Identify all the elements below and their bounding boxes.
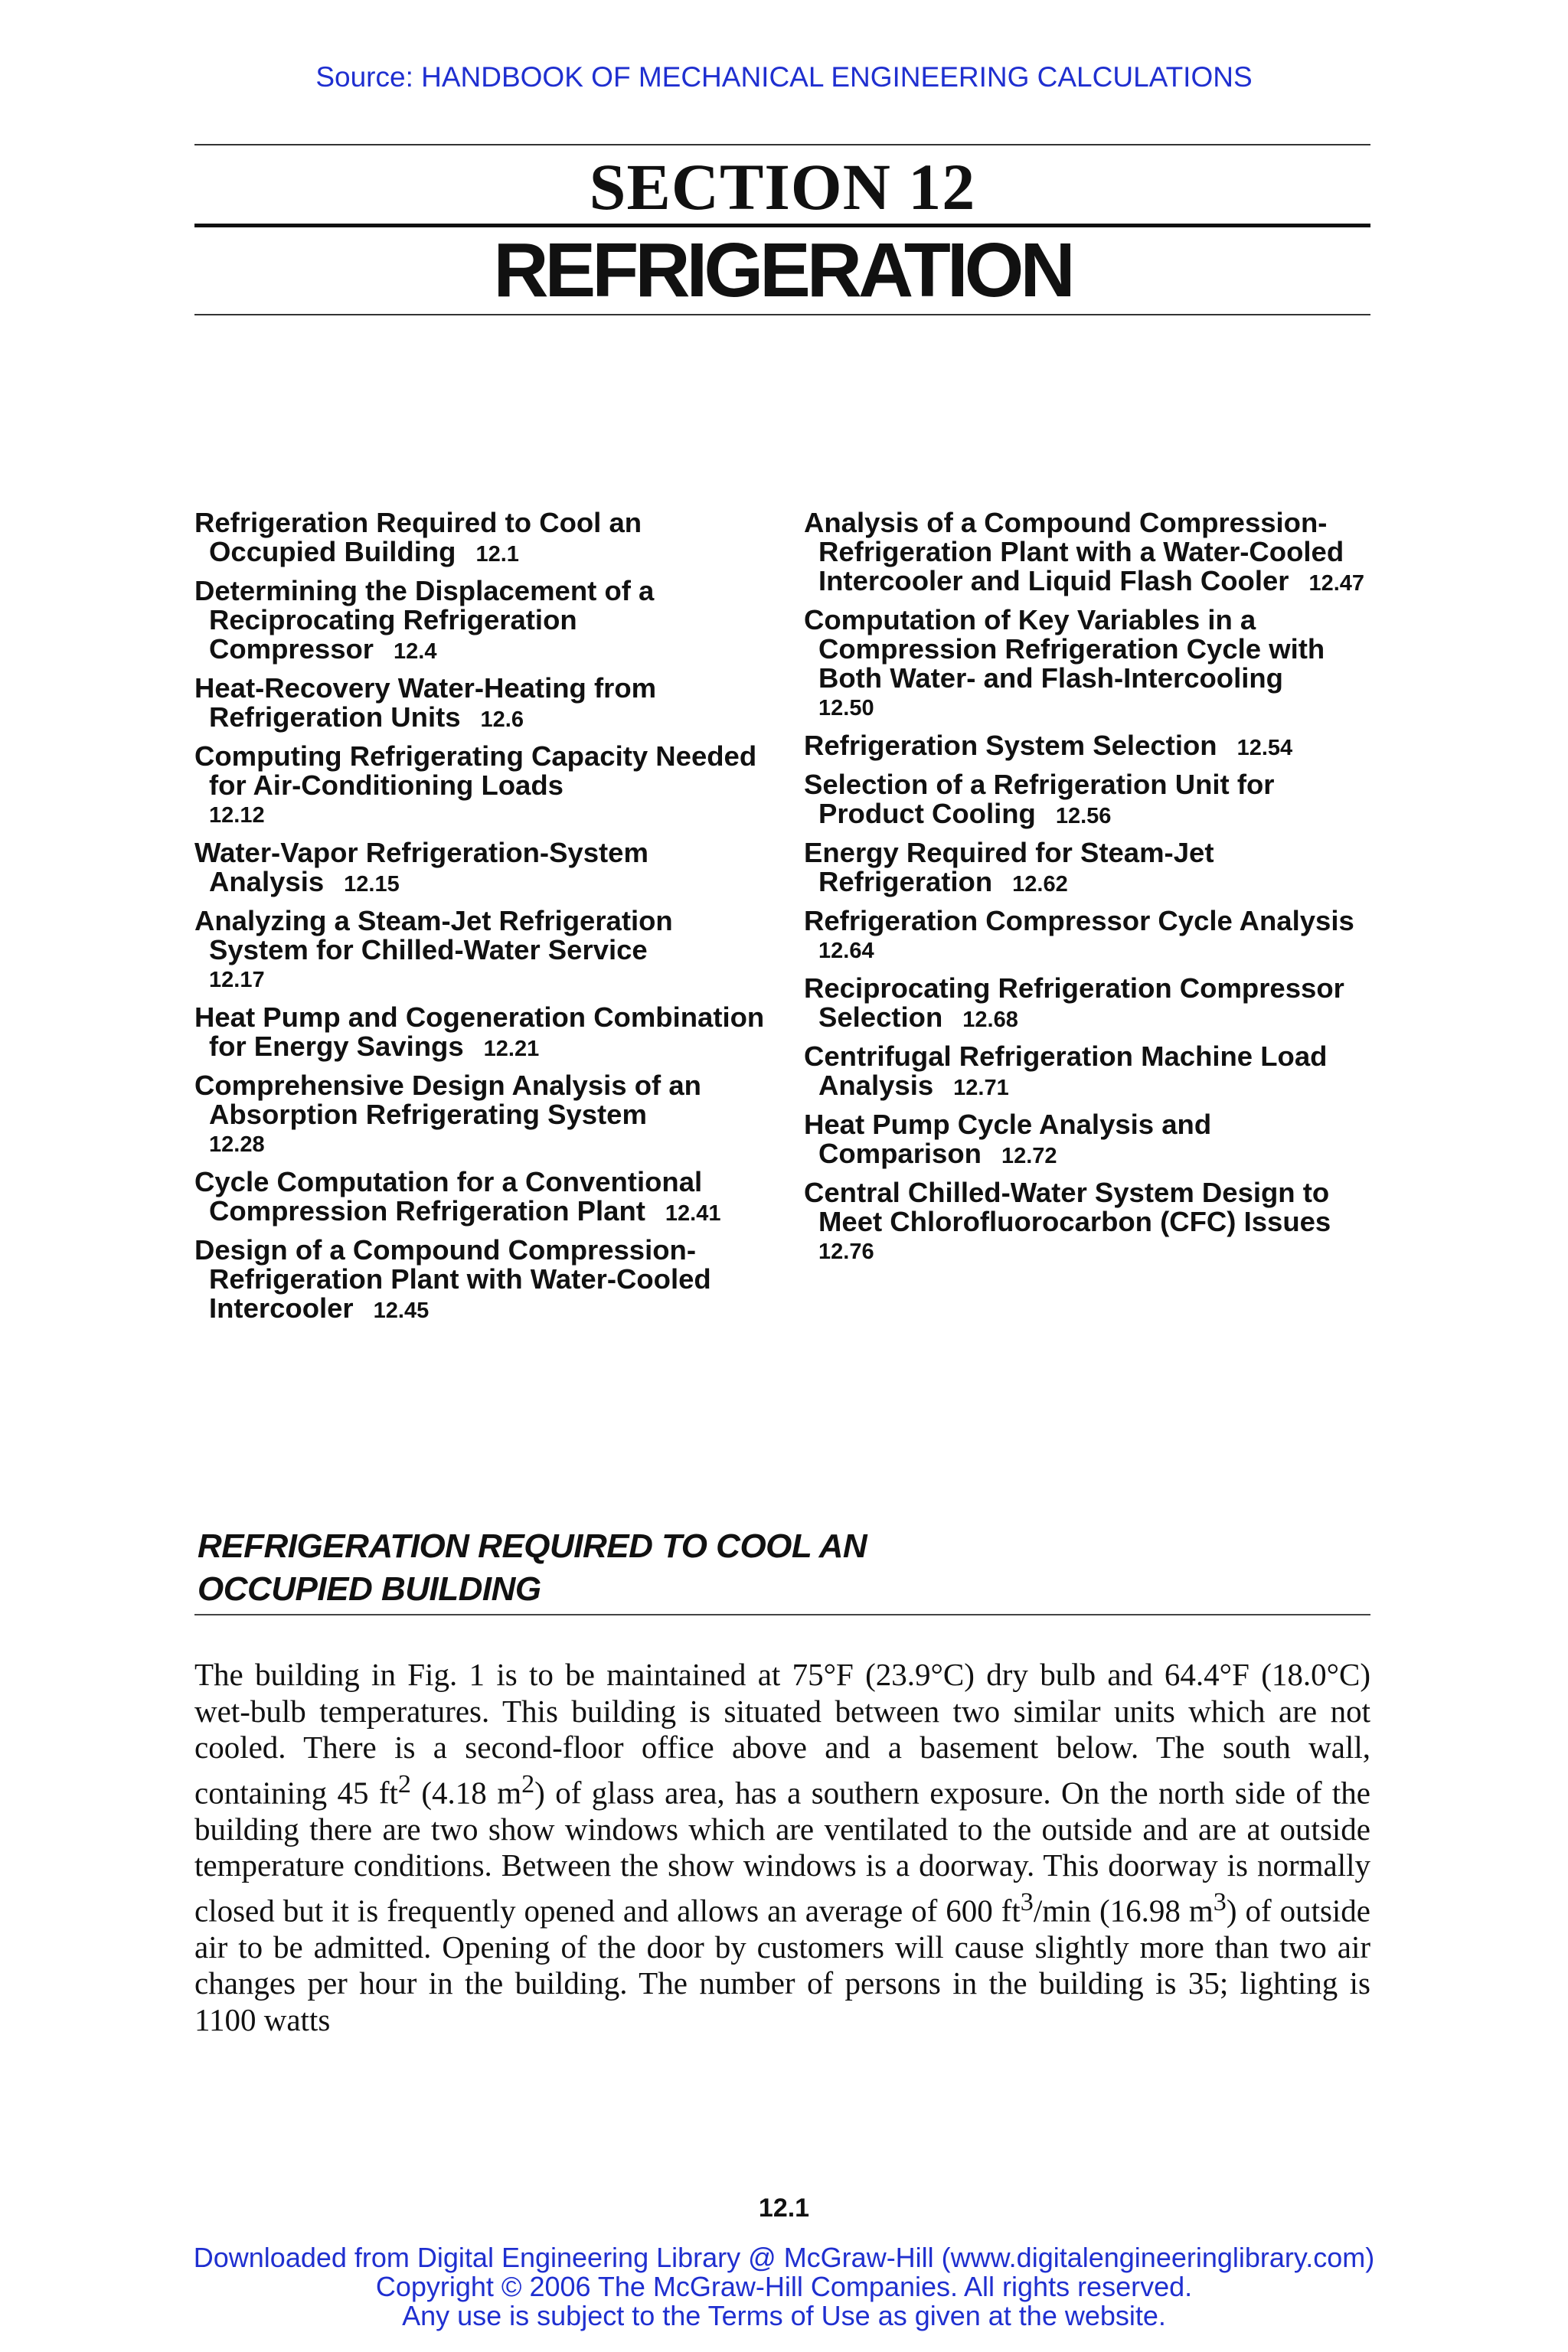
article-heading-line-1: REFRIGERATION REQUIRED TO COOL AN xyxy=(198,1527,867,1565)
footer-download-link[interactable]: Downloaded from Digital Engineering Library @ McGraw-Hill (www.digitalengineeringlibrary.com) xyxy=(193,2242,1375,2273)
toc-entry[interactable] xyxy=(804,838,1386,899)
toc-entry-title: Heat-Recovery Water-Heating from Refrigeration Units xyxy=(194,672,657,733)
toc-entry-page: 12.54 xyxy=(1236,736,1293,760)
toc-entry-title: Reciprocating Refrigeration Compressor Selection xyxy=(804,972,1344,1033)
toc-entry[interactable] xyxy=(804,606,1386,724)
title-rule-bottom xyxy=(194,314,1370,315)
toc-entry-title: Computing Refrigerating Capacity Needed for Air-Conditioning Loads xyxy=(194,740,757,801)
toc-entry[interactable] xyxy=(804,770,1386,831)
toc-entry-page: 12.17 xyxy=(209,968,265,992)
toc-entry[interactable] xyxy=(804,1110,1386,1171)
toc-entry[interactable] xyxy=(194,1168,776,1228)
article-heading xyxy=(198,1525,1369,1611)
superscript: 2 xyxy=(397,1769,411,1798)
toc-entry-page: 12.56 xyxy=(1055,804,1112,828)
toc-left-column xyxy=(194,508,776,1333)
toc-entry[interactable] xyxy=(194,508,776,569)
toc-entry-page: 12.6 xyxy=(480,707,524,732)
toc-entry-page: 12.47 xyxy=(1308,571,1365,596)
superscript: 2 xyxy=(521,1769,535,1798)
toc-entry-title: Central Chilled-Water System Design to Meet Chlorofluorocarbon (CFC) Issues xyxy=(804,1177,1331,1237)
source-line: Source: HANDBOOK OF MECHANICAL ENGINEERING CALCULATIONS xyxy=(315,61,1253,93)
toc-entry-title: Computation of Key Variables in a Compression Refrigeration Cycle with Both Water- and Flash-Intercooling xyxy=(804,604,1325,694)
toc-entry-title: Water-Vapor Refrigeration-System Analysis xyxy=(194,837,648,897)
toc-entry-page: 12.76 xyxy=(818,1240,874,1264)
toc-entry-title: Refrigeration System Selection xyxy=(804,730,1217,761)
toc-entry[interactable] xyxy=(804,1042,1386,1102)
toc-entry-page: 12.12 xyxy=(209,803,265,828)
toc-entry-title: Analysis of a Compound Compression-Refrigeration Plant with a Water-Cooled Intercooler and Liquid Flash Cooler xyxy=(804,507,1344,596)
toc-entry[interactable] xyxy=(804,731,1386,763)
section-number: SECTION 12 xyxy=(589,150,976,224)
toc-entry-title: Analyzing a Steam-Jet Refrigeration System for Chilled-Water Service xyxy=(194,905,673,965)
toc-entry[interactable] xyxy=(194,1236,776,1325)
toc-right-column xyxy=(804,508,1386,1275)
toc-entry-title: Refrigeration Required to Cool an Occupied Building xyxy=(194,507,642,567)
toc-entry-title: Determining the Displacement of a Reciprocating Refrigeration Compressor xyxy=(194,575,655,665)
toc-entry-page: 12.41 xyxy=(665,1201,721,1226)
toc-entry-title: Energy Required for Steam-Jet Refrigeration xyxy=(804,837,1214,897)
toc-entry-page: 12.15 xyxy=(344,872,400,897)
toc-entry-page: 12.50 xyxy=(818,696,874,720)
toc-entry-title: Refrigeration Compressor Cycle Analysis xyxy=(804,905,1354,936)
toc-entry[interactable] xyxy=(194,906,776,995)
body-text-run: ) of outside air to be admitted. Opening of the door by customers will cause slightly more than two air changes per hour in the building. The number of persons in the building is 35; lighting is 1100 watts xyxy=(194,1893,1371,2037)
toc-entry[interactable] xyxy=(804,974,1386,1034)
body-text-run: (4.18 m xyxy=(411,1775,522,1811)
toc-entry-page: 12.68 xyxy=(962,1008,1018,1032)
section-title: REFRIGERATION xyxy=(493,227,1072,313)
toc-entry[interactable] xyxy=(194,1071,776,1160)
toc-entry-page: 12.21 xyxy=(483,1037,540,1061)
toc-entry[interactable] xyxy=(804,906,1386,966)
toc-entry-title: Cycle Computation for a Conventional Compression Refrigeration Plant xyxy=(194,1166,703,1227)
toc-entry-page: 12.62 xyxy=(1012,872,1068,897)
toc-entry[interactable] xyxy=(804,1178,1386,1267)
toc-entry[interactable] xyxy=(804,508,1386,598)
heading-rule xyxy=(194,1614,1370,1615)
toc-entry-page: 12.72 xyxy=(1001,1144,1057,1168)
toc-entry-title: Comprehensive Design Analysis of an Absorption Refrigerating System xyxy=(194,1070,701,1130)
toc-entry[interactable] xyxy=(194,1003,776,1063)
toc-entry-title: Centrifugal Refrigeration Machine Load Analysis xyxy=(804,1040,1328,1101)
toc-entry-page: 12.4 xyxy=(394,639,437,664)
body-paragraph xyxy=(194,1657,1370,2038)
toc-entry-title: Selection of a Refrigeration Unit for Product Cooling xyxy=(804,769,1275,829)
footer-terms: Any use is subject to the Terms of Use as given at the website. xyxy=(402,2300,1166,2331)
toc-entry[interactable] xyxy=(194,742,776,831)
body-text-run: ) of glass area, has a southern exposure. On the north side of the building there are two show windows which are ventilated to the outside and are at outside temperature conditions. Between the show windows is a doorway. This doorway is normally closed but it is frequently opened and allows an average of 600 ft xyxy=(194,1775,1370,1929)
page-number: 12.1 xyxy=(758,2194,810,2223)
title-rule-top xyxy=(194,144,1370,145)
footer xyxy=(0,2243,1568,2331)
toc-entry-page: 12.28 xyxy=(209,1132,265,1157)
toc-entry[interactable] xyxy=(194,674,776,734)
toc-entry-title: Heat Pump Cycle Analysis and Comparison xyxy=(804,1109,1212,1169)
superscript: 3 xyxy=(1020,1887,1034,1916)
body-text-run: The building in Fig. 1 is to be maintained at 75°F (23.9°C) dry bulb and 64.4°F (18.0°C) wet-bulb temperatures. This building is situated between two similar units which are not cooled. There is a second-floor office above and a basement below. The south wall, containing 45 ft xyxy=(194,1657,1370,1811)
toc-entry-title: Heat Pump and Cogeneration Combination for Energy Savings xyxy=(194,1001,765,1062)
article-heading-line-2: OCCUPIED BUILDING xyxy=(198,1570,541,1608)
toc-entry[interactable] xyxy=(194,577,776,666)
footer-copyright: Copyright © 2006 The McGraw-Hill Companies. All rights reserved. xyxy=(375,2271,1193,2302)
toc-entry[interactable] xyxy=(194,838,776,899)
toc-entry-page: 12.1 xyxy=(475,542,519,567)
toc-entry-page: 12.45 xyxy=(373,1298,430,1323)
toc-entry-page: 12.64 xyxy=(818,939,874,963)
toc-entry-title: Design of a Compound Compression-Refrigeration Plant with Water-Cooled Intercooler xyxy=(194,1234,711,1324)
superscript: 3 xyxy=(1213,1887,1227,1916)
body-text-run: /min (16.98 m xyxy=(1033,1893,1214,1929)
toc-entry-page: 12.71 xyxy=(953,1076,1009,1100)
